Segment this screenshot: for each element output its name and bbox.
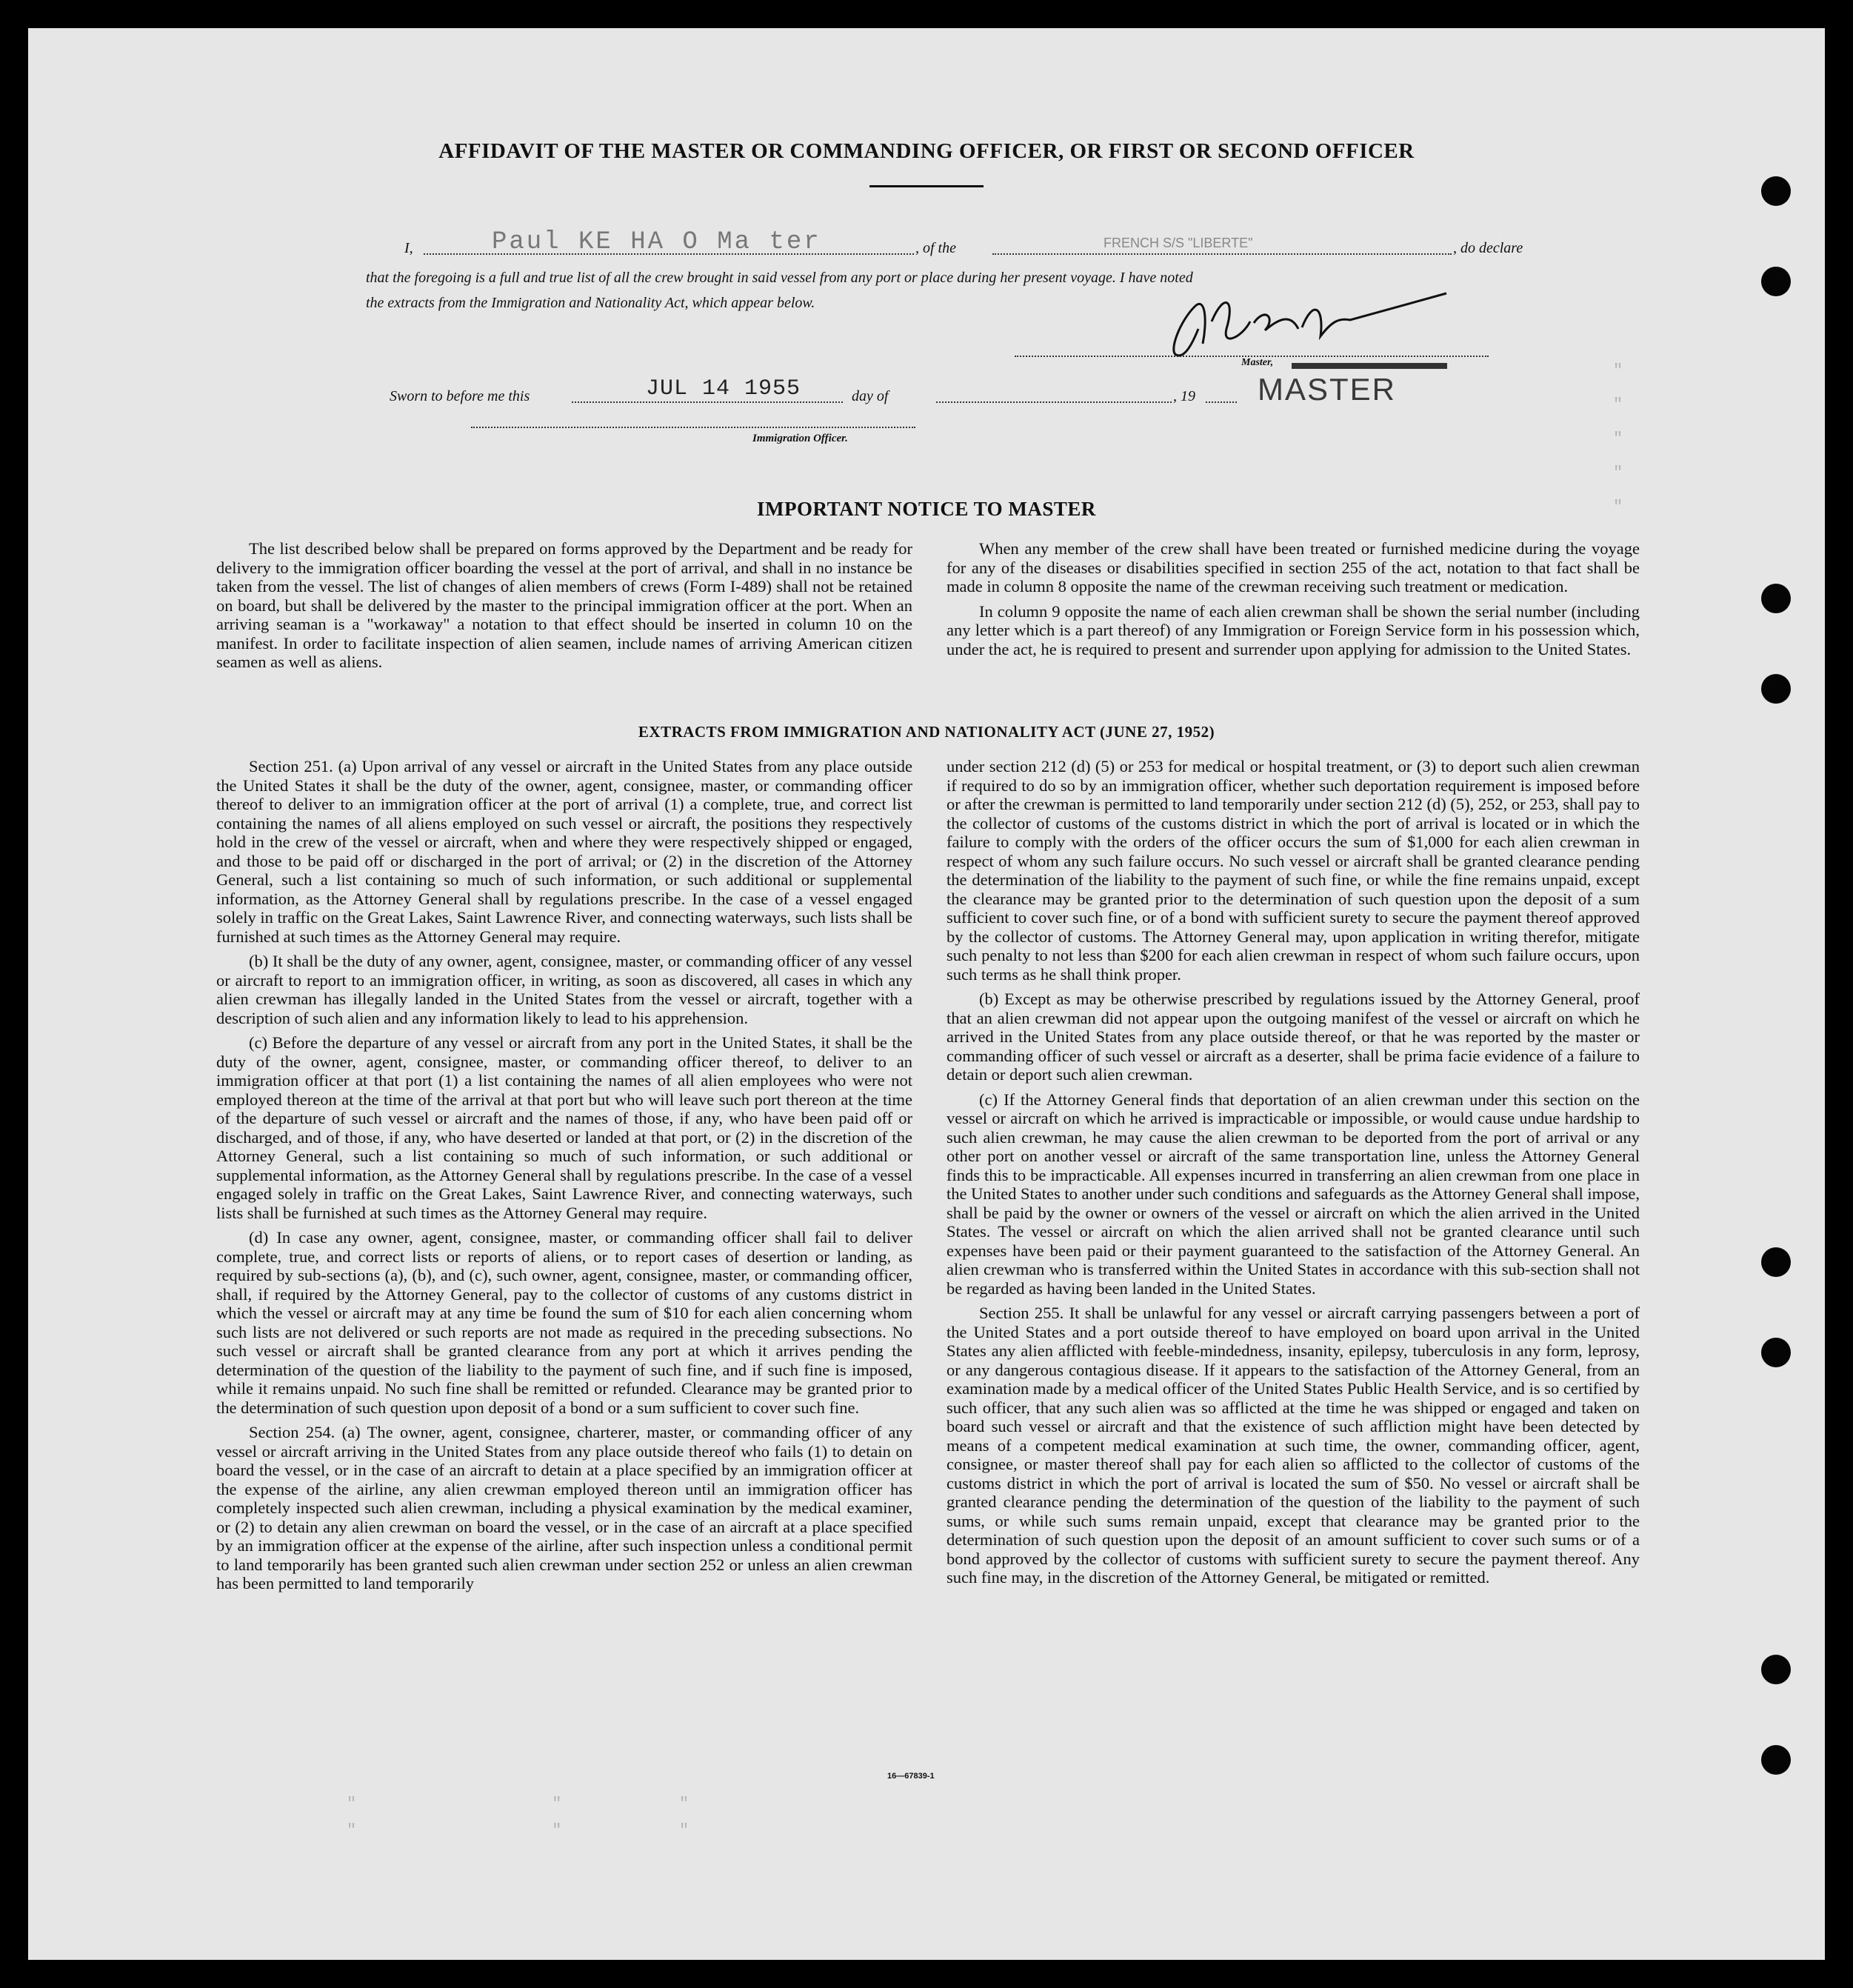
notice-title: IMPORTANT NOTICE TO MASTER [757,498,1096,520]
punch-hole [1761,674,1791,704]
extract-paragraph: Section 255. It shall be unlawful for any vessel or aircraft carrying passengers between a port of the United States and a port outside thereof to have employed on board upon arrival in the United States any alien afflicted with feeble-mindedness, insanity, epilepsy, tuberculosis in any form, leprosy, or any dangerous contagious disease. If it appears to the satisfaction of the Attorney General, from an examination made by a medical officer of the United States Public Health Service, and is so certified by such officer, that any such alien was so afflicted at the time he was shipped or engaged and taken on board such vessel or aircraft and that the existence of such affliction might have been detected by means of a competent medical examination at such time, the owner, commanding officer, agent, consignee, or master thereof shall pay for each alien so afflicted to the collector of customs of the customs district in which the port of arrival is located the sum of $50. No vessel or aircraft shall be granted clearance pending the determination of the question of the liability to the payment of such sums, or while such sums remain unpaid, except that clearance may be granted prior to the determination of such question upon the deposit of an amount sufficient to cover such sums or of a bond approved by the collector of customs with sufficient surety to secure the payment thereof. Any such fine may, in the discretion of the Attorney General, be mitigated or remitted. [946,1304,1640,1587]
declaration-statement-2: the extracts from the Immigration and Nationality Act, which appear below. [366,295,815,311]
title-underline [869,185,984,187]
master-signature [1154,277,1465,366]
declaration-line [404,225,1530,255]
bleed-through-marks: ″ ″ ″ ″ ″ [1613,361,1623,516]
year-field [1206,376,1237,403]
punch-hole [1761,267,1791,296]
bleed-through-marks: ″ ″ ″ ″ ″ ″ [347,1795,690,1840]
sworn-date: JUL 14 1955 [646,376,801,401]
extract-paragraph: (c) Before the departure of any vessel or aircraft from any port in the United States, it shall be the duty of the owner, agent, consignee, master, or commanding officer thereof, to deliver to an immigration officer at that port (1) a list containing the names of all alien employees who were not employed thereon at the time of the arrival at that port but who will leave such port thereon at the time of the departure of such vessel or aircraft and the names of those, if any, who have been paid off or discharged, and of those, if any, who have deserted or landed at that port, or (2) in the discretion of the Attorney General, such a list containing so much of such information, or such additional or supplemental information, as the Attorney General shall by regulations prescribe. In the case of a vessel engaged solely in traffic on the Great Lakes, Saint Lawrence River, and connecting waterways, such lists shall be furnished at such times as the Attorney General may require. [216,1033,912,1222]
extract-paragraph: Section 251. (a) Upon arrival of any vessel or aircraft in the United States from any place outside the United States it shall be the duty of the owner, agent, consignee, master, or commanding officer thereof to deliver to an immigration officer at the port of arrival (1) a complete, true, and correct list containing the names of all aliens employed on such vessel or aircraft, the positions they respectively hold in the crew of the vessel or aircraft, when and where they were respectively shipped or engaged, and those to be paid off or discharged in the port of arrival; or (2) in the discretion of the Attorney General, such a list containing so much of such information, or such additional or supplemental information, as the Attorney General shall by regulations prescribe. In the case of a vessel engaged solely in traffic on the Great Lakes, Saint Lawrence River, and connecting waterways, such lists shall be furnished at such times as the Attorney General may require. [216,757,912,946]
do-declare-label: , do declare [1453,240,1523,256]
officer-name: Paul KE HA O Ma ter [492,228,821,256]
punch-hole [1761,1338,1791,1367]
notice-left-column [216,539,912,678]
declaration-statement-1: that the foregoing is a full and true list of all the crew brought in said vessel from any port or place during her present voyage. I have noted [366,270,1193,286]
notice-right-text-2: In column 9 opposite the name of each alien crewman shall be shown the serial number (including any letter which is a part thereof) of any Immigration or Foreign Service form in his possession which, under the act, he is required to present and surrender upon applying for admission to the United States. [946,601,1640,658]
extracts-title: EXTRACTS FROM IMMIGRATION AND NATIONALITY ACT (JUNE 27, 1952) [638,723,1215,741]
extract-paragraph: (b) It shall be the duty of any owner, agent, consignee, master, or commanding officer of any vessel or aircraft to report to an immigration officer, in writing, as soon as discovered, all cases in which any alien crewman has illegally landed in the United States from the vessel or aircraft, together with a description of such alien and any information likely to lead to his apprehension. [216,952,912,1027]
extract-paragraph: (d) In case any owner, agent, consignee, master, or commanding officer shall fail to deliver complete, true, and correct lists or reports of aliens, or to report cases of desertion or landing, as required by sub-sections (a), (b), and (c), such owner, agent, consignee, master, or commanding officer, shall, if required by the Attorney General, pay to the collector of customs of any customs district in which the vessel or aircraft may at any time be found the sum of $10 for each alien concerning whom such lists are not delivered or such reports are not made as required in the preceding subsections. No such vessel or aircraft shall be granted clearance from any port at which it arrives pending the determination of the question of the liability to the payment of such fine, and if such fine is imposed, while it remains unpaid. No such fine shall be remitted or refunded. Clearance may be granted prior to the determination of such question upon deposit of a bond or a sum sufficient to cover such fine. [216,1228,912,1417]
of-the-label: , of the [915,240,956,256]
notice-right-text-1: When any member of the crew shall have been treated or furnished medicine during the voyage for any of the diseases or disabilities specified in section 255 of the act, notation to that fact shall be made in column 8 opposite the name of the crewman receiving such treatment or medication. [946,539,1640,596]
punch-hole [1761,1247,1791,1277]
affidavit-title: AFFIDAVIT OF THE MASTER OR COMMANDING OFFICER, OR FIRST OR SECOND OFFICER [438,139,1415,163]
punch-hole [1761,1655,1791,1684]
form-number: 16—67839-1 [887,1772,935,1781]
extract-paragraph: (b) Except as may be otherwise prescribed by regulations issued by the Attorney General, proof that an alien crewman did not appear upon the outgoing manifest of the vessel or aircraft on which he arrived in the United States from any place outside thereof, or that he was reported by the master or commanding officer of such vessel or aircraft as a deserter, shall be prima facie evidence of a failure to detain or deport such alien crewman. [946,990,1640,1084]
vessel-name: FRENCH S/S "LIBERTE" [1104,236,1253,250]
struck-title-bar [1292,363,1447,369]
notice-right-column [946,539,1640,664]
sworn-label: Sworn to before me this [390,388,530,404]
punch-hole [1761,584,1791,613]
master-label: Master, [1241,357,1274,368]
punch-hole [1761,176,1791,206]
year-label: , 19 [1173,388,1195,404]
immigration-officer-label: Immigration Officer. [752,433,848,444]
punch-hole [1761,1745,1791,1775]
day-of-label: day of [852,388,889,404]
extracts-right-column [946,757,1640,1593]
scanned-document [28,28,1825,1960]
immigration-officer-line [471,412,915,428]
line-prefix: I, [404,240,413,256]
extract-paragraph: under section 212 (d) (5) or 253 for medical or hospital treatment, or (3) to deport such alien crewman if required to do so by an immigration officer, whether such deportation requirement is imposed before or after the crewman is permitted to land temporarily under section 212 (d) (5), 252, or 253, shall pay to the collector of customs of the customs district in which the port of arrival is located or in which the failure to comply with the orders of the officer occurs the sum of $1,000 for each alien crewman in respect of whom any such failure occurs. No such vessel or aircraft shall be granted clearance pending the determination of the liability to the payment of such fine, or while the fine remains unpaid, except the clearance may be granted prior to the determination of such question upon the deposit of a sum sufficient to cover such fine, or of a bond with sufficient surety to secure the payment thereof approved by the collector of customs. The Attorney General may, upon application in writing therefor, mitigate such penalty to not less than $200 for each alien crewman in respect of whom such failure occurs, upon such terms as he shall think proper. [946,757,1640,984]
extract-paragraph: Section 254. (a) The owner, agent, consignee, charterer, master, or commanding officer of any vessel or aircraft arriving in the United States from any place outside thereof who fails (1) to detain on board the vessel, or in the case of an aircraft to detain at a place specified by an immigration officer at the expense of the airline, any alien crewman employed thereon until an immigration officer has completely inspected such alien crewman, including a physical examination by the medical examiner, or (2) to detain any alien crewman on board the vessel, or in the case of an aircraft at a place specified by an immigration officer at the expense of the airline, after such inspection unless a conditional permit to land temporarily has been granted such alien crewman under section 252 or unless an alien crewman has been permitted to land temporarily [216,1423,912,1592]
extracts-left-column [216,757,912,1599]
sworn-line [390,376,1212,406]
extract-paragraph: (c) If the Attorney General finds that deportation of an alien crewman under this section on the vessel or aircraft on which he arrived is impracticable or impossible, or would cause undue hardship to such alien crewman, he may cause the alien crewman to be deported from the port of arrival or any other port on another vessel or aircraft of the same transportation line, unless the Attorney General finds this to be impracticable. All expenses incurred in transferring an alien crewman from one place in the United States to another under such conditions and safeguards as the Attorney General shall impose, shall be paid by the owner or owners of the vessel or aircraft on which the alien arrived in the United States. The vessel or aircraft on which the alien arrived shall not be granted clearance until such expenses have been paid or their payment guaranteed to the satisfaction of the Attorney General. An alien crewman who is transferred within the United States in accordance with this sub-section shall not be regarded as having been landed in the United States. [946,1090,1640,1298]
notice-left-text: The list described below shall be prepared on forms approved by the Department and be ready for delivery to the immigration officer boarding the vessel at the port of arrival, and shall in no instance be taken from the vessel. The list of changes of alien members of crews (Form I-489) shall not be retained on board, but shall be delivered by the master to the principal immigration officer at the port. When an arriving seaman is a "workaway" a notation to that effect should be inserted in column 10 on the manifest. In order to facilitate inspection of alien seamen, include names of arriving American citizen seamen as well as aliens. [216,539,912,671]
master-stamp: MASTER [1258,372,1397,407]
month-field [936,376,1172,403]
